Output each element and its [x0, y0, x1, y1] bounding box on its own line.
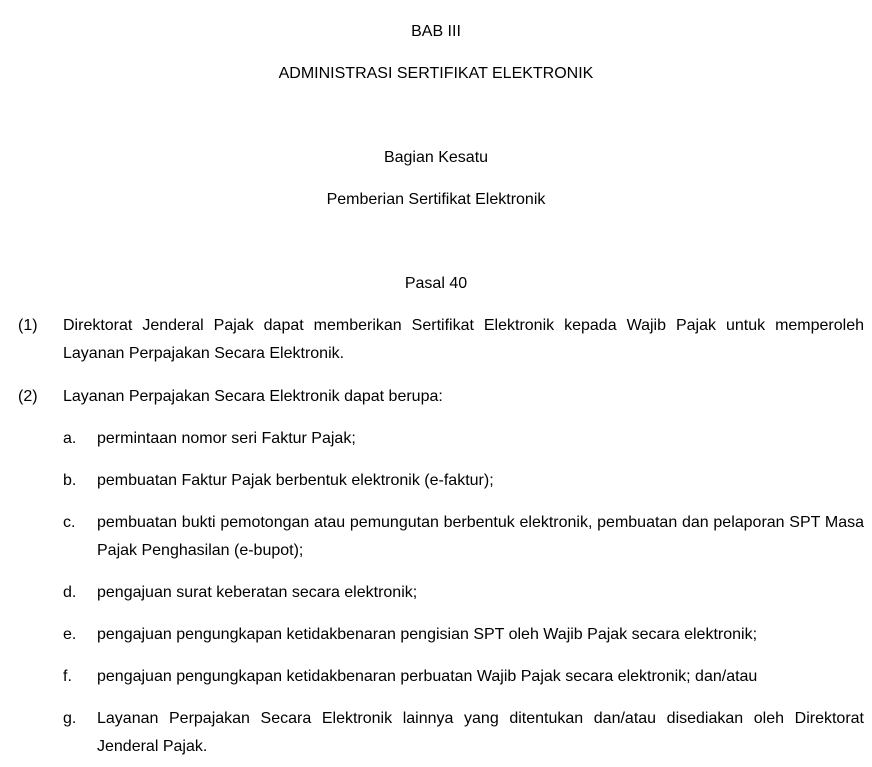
- list-item-letter: d.: [63, 584, 77, 601]
- list-item-letter: a.: [63, 430, 77, 447]
- paragraph-number: (1): [18, 317, 38, 334]
- list-item-letter: c.: [63, 514, 76, 531]
- list-item-text: permintaan nomor seri Faktur Pajak;: [97, 430, 356, 447]
- paragraph-number: (2): [18, 388, 38, 405]
- section-label: Bagian Kesatu: [383, 149, 489, 166]
- list-item-text: pengajuan pengungkapan ketidakbenaran pengisian SPT oleh Wajib Pajak secara elektronik;: [97, 626, 758, 643]
- list-item-text: pembuatan bukti pemotongan atau pemungutan berbentuk elektronik, pembuatan dan pelaporan SPT Masa Pajak Penghasilan (e-bupot);: [97, 514, 864, 559]
- list-item-text: pengajuan surat keberatan secara elektronik;: [97, 584, 418, 601]
- chapter-label: BAB III: [411, 23, 461, 40]
- chapter-title: ADMINISTRASI SERTIFIKAT ELEKTRONIK: [278, 65, 594, 82]
- list-item-letter: f.: [63, 668, 72, 685]
- article-title: Pasal 40: [404, 275, 468, 292]
- list-item-text: Layanan Perpajakan Secara Elektronik lainnya yang ditentukan dan/atau disediakan oleh Direktorat Jenderal Pajak.: [97, 710, 864, 755]
- paragraph-text: Layanan Perpajakan Secara Elektronik dapat berupa:: [63, 388, 443, 405]
- list-item-letter: b.: [63, 472, 77, 489]
- list-item-text: pengajuan pengungkapan ketidakbenaran perbuatan Wajib Pajak secara elektronik; dan/atau: [97, 668, 758, 685]
- paragraph-text: Direktorat Jenderal Pajak dapat memberikan Sertifikat Elektronik kepada Wajib Pajak untuk memperoleh Layanan Perpajakan Secara Elektronik.: [63, 317, 864, 362]
- list-item-letter: e.: [63, 626, 77, 643]
- section-title: Pemberian Sertifikat Elektronik: [326, 191, 546, 208]
- list-item-text: pembuatan Faktur Pajak berbentuk elektronik (e-faktur);: [97, 472, 494, 489]
- list-item-letter: g.: [63, 710, 77, 727]
